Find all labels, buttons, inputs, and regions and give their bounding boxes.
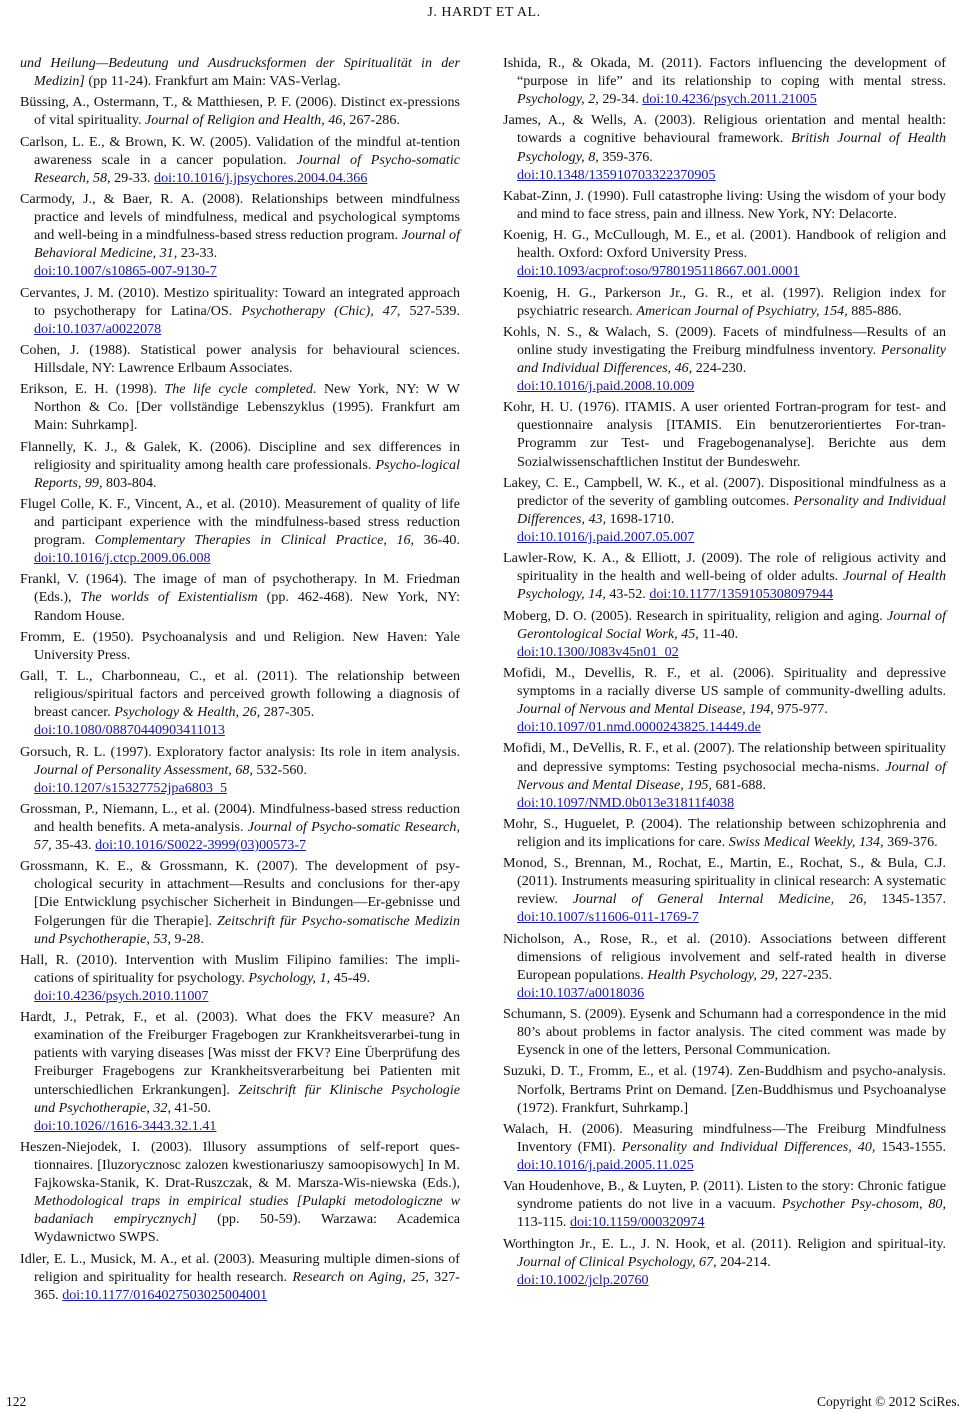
doi-link[interactable]: doi:10.1016/S0022-3999(03)00573-7: [95, 837, 307, 854]
reference-source-italic: Journal of Nervous and Mental Disease, 195,: [517, 758, 946, 793]
reference-text: Grossman, P., Niemann, L., et al. (2004). Mindfulness-based stress reduction and health benefits. A meta-analysis.: [20, 800, 460, 835]
page-number: 122: [6, 1394, 27, 1409]
reference-entry: [20, 628, 460, 664]
reference-entry: [20, 570, 460, 624]
reference-source-italic: Psychother Psy-chosom, 80,: [781, 1196, 946, 1213]
doi-link[interactable]: doi:10.1097/01.nmd.0000243825.14449.de: [517, 719, 761, 736]
reference-entry: [20, 133, 460, 187]
reference-entry: [20, 438, 460, 492]
reference-text: Moberg, D. O. (2005). Research in spirituality, religion and aging.: [503, 607, 887, 624]
reference-text: 532-560.: [252, 761, 307, 778]
reference-text: Mohr, S., Huguelet, P. (2004). The relationship between schizophrenia and religion and its implications for care.: [503, 815, 946, 850]
reference-entry: [503, 815, 946, 851]
reference-source-italic: Journal of Religion and Health, 46,: [145, 112, 346, 129]
reference-entry: [503, 1005, 946, 1059]
reference-text: Suzuki, D. T., Fromm, E., et al. (1974). Zen-Buddhism and psycho-analysis. Norfolk, Bertrams Print on Demand. [Zen-Buddhismus und Psychoanalyse (1972). Frankfurt, Suhrkamp.]: [503, 1063, 946, 1116]
references-left-column: [20, 54, 460, 1307]
reference-text: Carlson, L. E., & Brown, K. W. (2005). Validation of the mindful at-tention awareness scale in a cancer population.: [20, 133, 460, 168]
reference-text: 36-40.: [414, 532, 460, 549]
doi-link[interactable]: doi:10.1037/a0022078: [34, 320, 162, 337]
reference-source-italic: Research on Aging, 25,: [292, 1268, 429, 1285]
reference-entry: [20, 380, 460, 434]
reference-text: 1543-1555.: [875, 1138, 946, 1155]
reference-text: Gall, T. L., Charbonneau, C., et al. (2011). The relationship between religious/spiritual factors and perceived growth following a diagnosis of breast cancer.: [20, 668, 460, 721]
reference-text: 23-33.: [177, 245, 218, 262]
reference-source-italic: Journal of Health Psychology, 14,: [517, 568, 946, 603]
doi-link[interactable]: doi:10.1037/a0018036: [517, 984, 645, 1001]
reference-text: 35-43.: [51, 837, 96, 854]
reference-text: Mofidi, M., DeVellis, R. F., et al. (2007). The relationship between spirituality and depressive symptoms: Testing psychosocial mecha-nisms.: [503, 740, 946, 775]
doi-link[interactable]: doi:10.1348/135910703322370905: [517, 166, 716, 183]
reference-source-italic: Zeitschrift für Klinische Psychologie und Psychotherapie, 32,: [34, 1081, 461, 1116]
reference-text: Idler, E. L., Musick, M. A., et al. (2003). Measuring multiple dimen-sions of religion and spirituality for health research.: [20, 1250, 460, 1285]
reference-source-italic: Zeitschrift für Psycho-somatische Medizin und Psychotherapie, 53,: [34, 912, 461, 947]
reference-entry: [503, 1177, 946, 1231]
reference-entry: [503, 664, 946, 736]
reference-text: 11-40.: [698, 625, 739, 642]
reference-text: 113-115.: [517, 1214, 570, 1231]
reference-source-italic: Swiss Medical Weekly, 134,: [728, 833, 884, 850]
reference-text: (pp 11-24). Frankfurt am Main: VAS-Verlag.: [84, 73, 341, 90]
doi-link[interactable]: doi:10.1300/J083v45n01_02: [517, 643, 679, 660]
reference-text: 227-235.: [778, 966, 833, 983]
doi-link[interactable]: doi:10.1093/acprof:oso/9780195118667.001.0001: [517, 263, 800, 280]
reference-text: Mofidi, M., Devellis, R. F., et al. (2006). Spirituality and depressive symptoms in a racially diverse US sample of community-dwelling adults.: [503, 664, 946, 700]
reference-entry: [503, 226, 946, 280]
reference-source-italic: The life cycle completed: [164, 381, 313, 398]
reference-text: Worthington Jr., E. L., J. N. Hook, et al. (2011). Religion and spiritual-ity.: [503, 1235, 946, 1252]
reference-entry: [503, 323, 946, 395]
doi-link[interactable]: doi:10.1016/j.paid.2007.05.007: [517, 529, 695, 545]
reference-source-italic: Journal of Psycho-somatic Research, 58,: [34, 151, 460, 186]
reference-text: Schumann, S. (2009). Eysenk and Schumann had a correspondence in the mid 80’s about problems in factor analysis. The cited comment was made by Eysenck in one of the letters, Personal Communication.: [503, 1006, 946, 1059]
reference-text: 885-886.: [847, 302, 902, 319]
reference-text: 975-977.: [773, 701, 828, 718]
reference-text: 1345-1357.: [866, 891, 946, 908]
reference-text: Büssing, A., Ostermann, T., & Matthiesen, P. F. (2006). Distinct ex-pressions of vital spirituality.: [20, 94, 460, 129]
doi-link[interactable]: doi:10.1177/0164027503025004001: [62, 1286, 268, 1303]
reference-source-italic: British Journal of Health Psychology, 8,: [517, 130, 946, 165]
reference-text: Walach, H. (2006). Measuring mindfulness—The Freiburg Mindfulness Inventory (FMI).: [503, 1120, 946, 1155]
reference-text: 681-688.: [711, 776, 766, 793]
reference-entry: [503, 398, 946, 470]
reference-source-italic: Journal of Clinical Psychology, 67,: [517, 1253, 717, 1270]
reference-text: 287-305.: [260, 704, 315, 721]
reference-source-italic: Journal of General Internal Medicine, 26,: [572, 891, 867, 908]
reference-text: Hall, R. (2010). Intervention with Muslim Filipino families: The impli-cations of spirituality for psychology.: [20, 951, 460, 986]
doi-link[interactable]: doi:10.1016/j.ctcp.2009.06.008: [34, 550, 211, 567]
reference-entry: [503, 930, 946, 1002]
doi-link[interactable]: doi:10.1016/j.jpsychores.2004.04.366: [154, 169, 368, 186]
reference-entry: [20, 1250, 460, 1304]
doi-link[interactable]: doi:10.1016/j.paid.2005.11.025: [517, 1157, 694, 1174]
reference-entry: [20, 93, 460, 129]
reference-text: 267-286.: [345, 112, 400, 129]
reference-source-italic: Personality and Individual Differences, 43,: [517, 492, 946, 527]
reference-text: Kabat-Zinn, J. (1990). Full catastrophe living: Using the wisdom of your body and mind to face stress, pain and illness. New York, NY: Delacorte.: [503, 187, 946, 222]
doi-link[interactable]: doi:10.1016/j.paid.2008.10.009: [517, 378, 695, 395]
reference-source-italic: Journal of Gerontological Social Work, 45,: [517, 607, 946, 642]
doi-link[interactable]: doi:10.1097/NMD.0b013e31811f4038: [517, 794, 735, 811]
reference-text: 204-214.: [716, 1253, 771, 1270]
reference-text: (pp. 50-59). Warzawa: Academica Wydawnictwo SWPS.: [34, 1211, 460, 1246]
reference-entry: [503, 111, 946, 183]
reference-entry: [503, 607, 946, 661]
reference-source-italic: Journal of Psycho-somatic Research, 57,: [34, 818, 460, 854]
reference-text: Heszen-Niejodek, I. (2003). Illusory assumptions of self-report ques-tionnaires. [Iluzorycznosc zalozen kwestionariuszy samoopisowych] In M. Fajkowska-Stanik, K. Drat-Ruszczak, & M. Marsza-Wis-niewska (Eds.),: [20, 1138, 460, 1192]
reference-source-italic: Journal of Personality Assessment, 68,: [34, 761, 253, 778]
reference-source-italic: Journal of Behavioral Medicine, 31,: [34, 227, 460, 262]
reference-entry: [503, 1120, 946, 1174]
reference-text: 41-50.: [171, 1099, 211, 1116]
reference-source-italic: Complementary Therapies in Clinical Practice, 16,: [94, 532, 415, 549]
reference-text: 803-804.: [102, 474, 157, 491]
doi-link[interactable]: doi:10.1026//1616-3443.32.1.41: [34, 1117, 217, 1134]
reference-text: Cohen, J. (1988). Statistical power analysis for behavioural sciences. Hillsdale, NY: Lawrence Erlbaum Associates.: [20, 341, 460, 376]
reference-text: 224-230.: [692, 359, 747, 376]
doi-link[interactable]: doi:10.1159/000320974: [569, 1214, 705, 1231]
reference-source-italic: Psychotherapy (Chic), 47,: [241, 302, 401, 319]
reference-entry: [20, 800, 460, 854]
reference-text: 29-33.: [110, 169, 155, 186]
reference-entry: [20, 667, 460, 739]
reference-entry: [503, 1235, 946, 1289]
reference-source-italic: Methodological traps in empirical studies [Pulapki metodologiczne w badaniach empirycznych]: [34, 1193, 460, 1228]
reference-source-italic: Personality and Individual Differences, 46,: [517, 341, 946, 376]
reference-text: Van Houdenhove, B., & Luyten, P. (2011). Listen to the story: Chronic fatigue syndrome patients do not live in a vacuum.: [503, 1178, 946, 1213]
copyright-notice: Copyright © 2012 SciRes.: [816, 1394, 960, 1409]
doi-link[interactable]: doi:10.4236/psych.2011.21005: [642, 91, 817, 108]
reference-text: Grossmann, K. E., & Grossmann, K. (2007). The development of psy-chological security in attachment—Results and conclusions for ther-apy [Die Entwicklung psychischer Sicherheit in Bindungen—Er-gebnisse und Folgerungen für die Therapie].: [20, 858, 460, 929]
reference-entry: [503, 54, 946, 108]
reference-text: Kohr, H. U. (1976). ITAMIS. A user oriented Fortran-program for test- and questionnaire analysis [ITAMIS. Ein benutzerorientiertes For-tran-Programm zur Test- und Fragebogenanalyse]. Berichte aus dem Sozialwissenschaftlichen Institut der Bundeswehr.: [503, 399, 946, 470]
reference-text: 1698-1710.: [606, 510, 675, 527]
reference-entry: [20, 341, 460, 377]
doi-link[interactable]: doi:10.1177/1359105308097944: [649, 586, 834, 603]
reference-text: Lawler-Row, K. A., & Elliott, J. (2009). The role of religious activity and spirituality in the health and well-being of older adults.: [503, 550, 946, 585]
reference-text: Nicholson, A., Rose, R., et al. (2010). Associations between different dimensions of religious involvement and self-rated health in diverse European populations.: [503, 930, 946, 983]
reference-text: Fromm, E. (1950). Psychoanalysis and und Religion. New Haven: Yale University Press.: [20, 628, 460, 663]
reference-source-italic: Psychology & Health, 26,: [114, 704, 261, 721]
reference-text: Kohls, N. S., & Walach, S. (2009). Facets of mindfulness—Results of an online study investigating the Freiburg mindfulness inventory.: [503, 323, 946, 358]
reference-entry: [503, 854, 946, 926]
reference-text: James, A., & Wells, A. (2003). Religious orientation and mental health: towards a cognitive behavioural framework.: [503, 112, 946, 147]
reference-entry: [20, 284, 460, 338]
reference-text: 327-365.: [34, 1268, 460, 1303]
reference-text: Carmody, J., & Baer, R. A. (2008). Relationships between mindfulness practice and levels of mindfulness, medical and psychological symptoms and well-being in a mindfulness-based stress reduction program.: [20, 190, 460, 244]
reference-entry: [20, 743, 460, 797]
reference-entry: [503, 474, 946, 546]
reference-text: 369-376.: [883, 833, 938, 850]
references-right-column: [503, 54, 946, 1292]
reference-entry: [503, 739, 946, 811]
doi-link[interactable]: doi:10.1007/s10865-007-9130-7: [34, 263, 217, 280]
reference-source-italic: Health Psychology, 29,: [647, 966, 779, 983]
reference-text: 9-28.: [171, 930, 204, 947]
reference-text: Gorsuch, R. L. (1997). Exploratory factor analysis: Its role in item analysis.: [20, 743, 460, 760]
reference-text: Hardt, J., Petrak, F., et al. (2003). What does the FKV measure? An examination of the Freiburger Fragebogen zur Krankheitsverarbei-tung in patients with varying diseases [Was misst der FKV? Eine Überprüfung des Freiburger Fragebogens zur Krankheitsverarbeitung bei Patienten mit unterschiedlichen Erkrankungen].: [20, 1009, 460, 1098]
doi-link[interactable]: doi:10.4236/psych.2010.11007: [34, 988, 209, 1004]
reference-source-italic: und Heilung—Bedeutung und Ausdrucksformen der Spiritualität in der Medizin]: [20, 55, 460, 90]
reference-entry: [20, 1008, 460, 1135]
doi-link[interactable]: doi:10.1080/08870440903411013: [34, 722, 225, 739]
reference-entry: [503, 187, 946, 223]
reference-text: Frankl, V. (1964). The image of man of psychotherapy. In M. Friedman (Eds.),: [20, 571, 460, 606]
reference-text: Ishida, R., & Okada, M. (2011). Factors influencing the development of “purpose in life” and its relationship to coping with mental stress.: [503, 55, 946, 90]
reference-entry: [503, 284, 946, 320]
reference-text: 45-49.: [330, 969, 371, 986]
reference-source-italic: Psychology, 2,: [517, 91, 599, 108]
reference-text: Koenig, H. G., Parkerson Jr., G. R., et al. (1997). Religion index for psychiatric research.: [503, 284, 946, 319]
reference-entry: [20, 1138, 460, 1247]
reference-source-italic: Journal of Nervous and Mental Disease, 194,: [517, 701, 774, 718]
reference-entry: [503, 549, 946, 603]
reference-text: Cervantes, J. M. (2010). Mestizo spirituality: Toward an integrated approach to psychotherapy for Latina/OS.: [20, 284, 460, 319]
reference-source-italic: Psychology, 1,: [248, 969, 331, 986]
reference-entry: [20, 951, 460, 1005]
doi-link[interactable]: doi:10.1007/s11606-011-1769-7: [517, 909, 699, 926]
reference-source-italic: The worlds of Existentialism: [80, 589, 258, 606]
reference-source-italic: American Journal of Psychiatry, 154,: [636, 302, 848, 319]
running-header: J. HARDT ET AL.: [427, 5, 541, 20]
reference-text: Lakey, C. E., Campbell, W. K., et al. (2007). Dispositional mindfulness as a predictor of the severity of gambling outcomes.: [503, 474, 946, 509]
reference-text: 43-52.: [605, 586, 650, 603]
reference-text: (pp. 462-468). New York, NY: Random House.: [34, 589, 460, 624]
reference-entry: [503, 1062, 946, 1116]
reference-text: . New York, NY: W W Northon & Co. [Der vollständige Lebenszyklus (1995). Frankfurt am Main: Suhrkamp].: [34, 381, 460, 434]
reference-text: Flannelly, K. J., & Galek, K. (2006). Discipline and sex differences in religiosity and spirituality among health care professionals.: [20, 438, 460, 473]
reference-text: 359-376.: [598, 148, 653, 165]
reference-text: Erikson, E. H. (1998).: [20, 381, 165, 398]
reference-text: Flugel Colle, K. F., Vincent, A., et al. (2010). Measurement of quality of life and participant experience with the mindfulness-based stress reduction program.: [20, 495, 460, 549]
reference-entry: [20, 495, 460, 567]
doi-link[interactable]: doi:10.1002/jclp.20760: [517, 1271, 649, 1288]
reference-text: Monod, S., Brennan, M., Rochat, E., Martin, E., Rochat, S., & Bula, C.J. (2011). Instruments measuring spirituality in clinical research: A systematic review.: [503, 855, 946, 908]
reference-source-italic: Psycho-logical Reports, 99,: [34, 456, 460, 491]
reference-entry: [20, 857, 460, 947]
reference-source-italic: Personality and Individual Differences, 40,: [621, 1138, 876, 1155]
reference-text: 29-34.: [598, 91, 643, 108]
reference-entry: [20, 190, 460, 280]
reference-text: 527-539.: [400, 302, 460, 319]
doi-link[interactable]: doi:10.1207/s15327752jpa6803_5: [34, 779, 228, 796]
reference-text: Koenig, H. G., McCullough, M. E., et al. (2001). Handbook of religion and health. Oxford: Oxford University Press.: [503, 227, 946, 262]
reference-entry: [20, 54, 460, 90]
